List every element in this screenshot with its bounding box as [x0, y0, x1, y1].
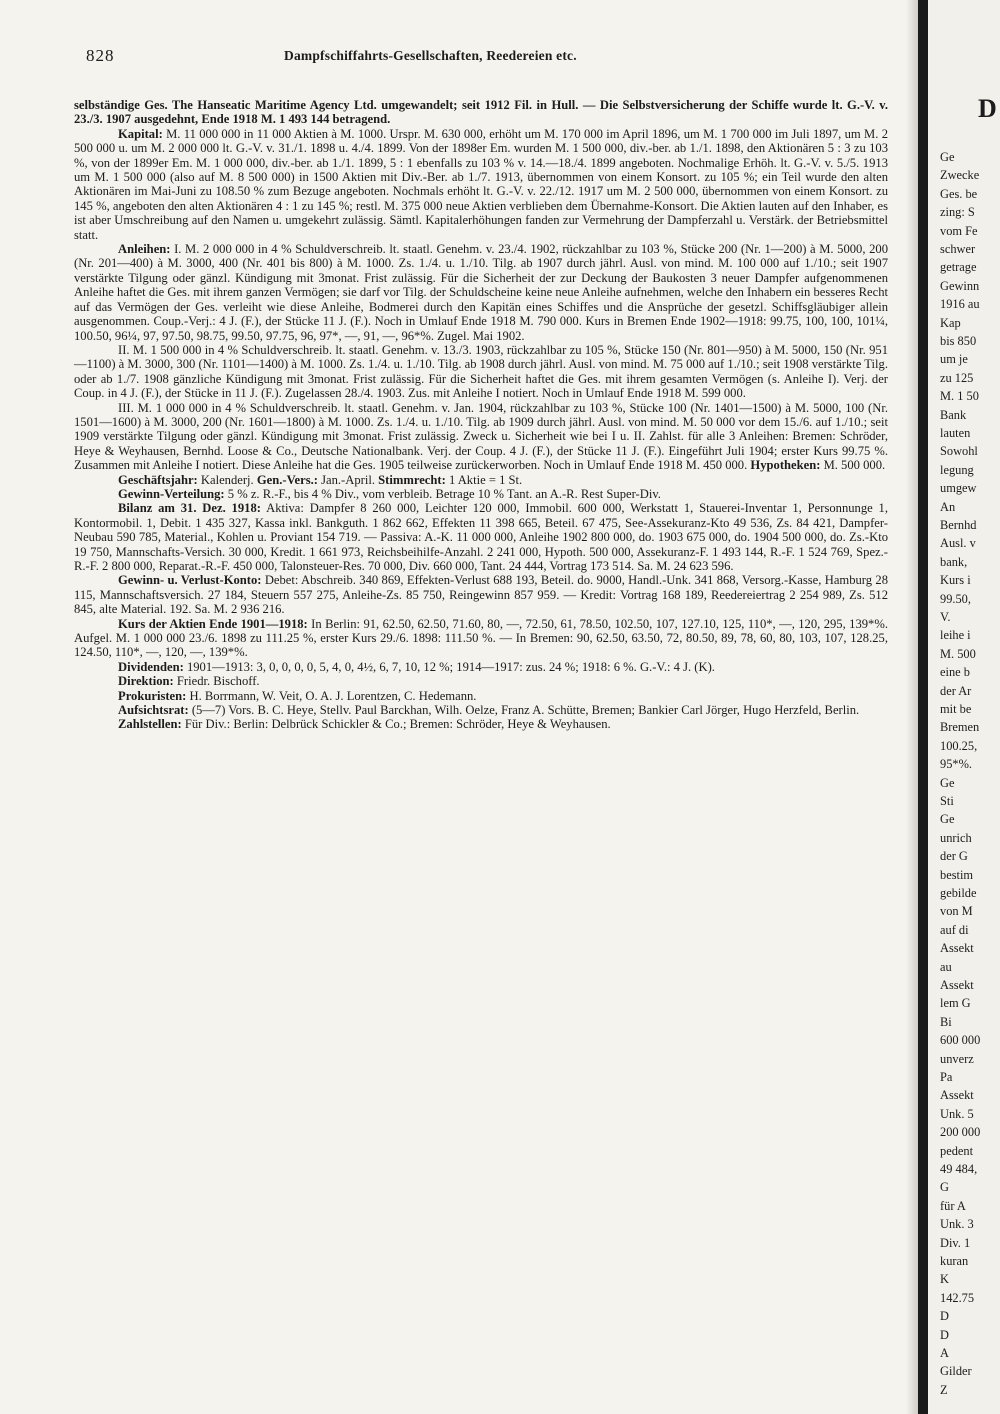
adjacent-page-line: Bank: [940, 407, 967, 422]
adjacent-page-line: für A: [940, 1198, 966, 1213]
adjacent-page-line: bank,: [940, 554, 968, 569]
gewinn-verteilung-paragraph: [74, 487, 888, 501]
kapital-text: M. 11 000 000 in 11 000 Aktien à M. 1000. Urspr. M. 630 000, erhöht um M. 170 000 im April 1896, um M. 1 700 000 im Juli 1897, um M. 2 500 000 u. um M. 2 000 000 lt. G.-V. v. 31./1. 1898 u. 4./4. 1899. Von der 1898er Em. wurden M. 1 500 000, div.-ber. ab 1./1. 1898, den Aktionären 5 : 3 zu 103 %, von der 1899er Em. M. 1 000 000, div.-ber. ab 1./1. 1899, 5 : 1 ebenfalls zu 103 % v. 14.—18./4. 1899 angeboten. Nochmalige Erhöh. lt. G.-V. v. 5./5. 1913 um M. 1 500 000 (also auf M. 8 500 000) in 1500 Aktien mit Div.-Ber. ab 1./7. 1913, übernommen von einem Konsort. zu 105 %; ein Teil wurde den alten Aktionären im Mai-Juni zu 108.50 % zum Bezuge angeboten. Nochmals erhöht lt. G.-V. v. 22./12. 1917 um M. 2 500 000, übernommen von einem Konsort. zu 145 %, angeboten den alten Aktionären 4 : 1 zu 145 %; restl. M. 375 000 neue Aktien verblieben dem Übernahme-Konsort. Die Aktien lauten auf den Inhaber, es ist aber Umschreibung auf den Namen u. umgekehrt zulässig. Sämtl. Kapitalerhöhungen fanden zur Vermehrung der Dampferzahl u. Verstärk. der Betriebsmittel statt.: [74, 126, 888, 242]
adjacent-page-line: Ausl. v: [940, 536, 976, 551]
geschaeftsjahr-text: Kalenderj.: [200, 472, 254, 487]
dividenden-paragraph: [74, 660, 888, 674]
adjacent-page-line: Ge: [940, 812, 955, 827]
genvers-text: Jan.-April.: [321, 472, 375, 487]
adjacent-page-line: Bi: [940, 1014, 952, 1029]
gewinn-verteilung-text: 5 % z. R.-F., bis 4 % Div., vom verbleib. Betrage 10 % Tant. an A.-R. Rest Super-Div.: [227, 486, 661, 501]
adjacent-page-big-letter: D: [978, 94, 997, 123]
intro-paragraph: [74, 98, 888, 127]
adjacent-page-line: 142.75: [940, 1290, 975, 1305]
adjacent-page-line: Gewinn: [940, 278, 980, 293]
running-head-title: Dampfschiffahrts-Gesellschaften, Reedereien etc.: [284, 48, 577, 63]
adjacent-page-line: Ges. be: [940, 186, 978, 201]
direktion-paragraph: [74, 674, 888, 688]
adjacent-page-line: 600 000: [940, 1033, 981, 1048]
adjacent-page-line: auf di: [940, 922, 969, 937]
prokuristen-text: H. Borrmann, W. Veit, O. A. J. Lorentzen, C. Hedemann.: [189, 688, 477, 703]
page-number: 828: [86, 46, 115, 65]
adjacent-page-line: bestim: [940, 867, 974, 882]
adjacent-page-line: kuran: [940, 1254, 969, 1268]
adjacent-page-line: der Ar: [940, 683, 972, 698]
adjacent-page-line: zu 125: [940, 370, 974, 385]
adjacent-page-line: Bernhd: [940, 518, 977, 532]
kurs-text: In Berlin: 91, 62.50, 62.50, 71.60, 80, —, 72.50, 61, 78.50, 102.50, 107, 127.10, 125, 110*, —, 120, 295, 139*%. Aufgel. M. 1 000 000 23./6. 1898 zu 111.25 %, erster Kurs 29./6. 1898: 111.50 %. — In Bremen: 90, 62.50, 63.50, 72, 80.50, 89, 78, 60, 80, 103, 107, 128.25, 124.50, 110*, —, 120, —, 139*%.: [74, 616, 888, 660]
aufsichtsrat-paragraph: [74, 703, 888, 717]
book-gutter: [918, 0, 928, 1414]
intro-text: selbständige Ges. The Hanseatic Maritime Agency Ltd. umgewandelt; seit 1912 Fil. in Hull. — Die Selbstversicherung der Schiffe wurde lt. G.-V. v. 23./3. 1907 ausgedehnt, Ende 1918 M. 1 493 144 betragend.: [74, 98, 888, 127]
adjacent-page-line: Div. 1: [940, 1235, 971, 1250]
page-edge-shadow: [906, 0, 918, 1414]
adjacent-page-strip: [930, 0, 1000, 1414]
prokuristen-paragraph: [74, 689, 888, 703]
adjacent-page-line: lem G: [940, 996, 971, 1011]
kurs-paragraph: [74, 617, 888, 660]
adjacent-page-line: leihe i: [940, 628, 971, 643]
direktion-label: Direktion:: [118, 674, 174, 689]
adjacent-page-line: Assekt: [940, 1088, 974, 1103]
kapital-paragraph: [74, 127, 888, 242]
adjacent-page-line: Gilder: [940, 1364, 972, 1379]
stimmrecht-label: Stimmrecht:: [378, 472, 446, 487]
adjacent-page-line: der G: [940, 849, 968, 864]
adjacent-page-line: legung: [940, 462, 974, 477]
bilanz-paragraph: [74, 501, 888, 573]
gewinn-verteilung-label: Gewinn-Verteilung:: [118, 486, 225, 501]
adjacent-page-line: Zwecke: [940, 168, 980, 183]
kapital-label: Kapital:: [118, 126, 163, 141]
adjacent-page-line: mit be: [940, 702, 972, 716]
dividenden-label: Dividenden:: [118, 659, 184, 674]
adjacent-page-line: unverz: [940, 1051, 974, 1066]
adjacent-page-line: Assekt: [940, 941, 974, 956]
adjacent-page-line: Ge: [940, 775, 955, 790]
adjacent-page-line: pedent: [940, 1143, 974, 1158]
anleihe-3-paragraph: [74, 401, 888, 473]
anleihe-2-text: II. M. 1 500 000 in 4 % Schuldverschreib. lt. staatl. Genehm. v. 13./3. 1903, rückzahlbar zu 105 %, Stücke 150 (Nr. 801—950) à M. 5000, 150 (Nr. 951—1100) à M. 3000, 300 (Nr. 1101—1400) à M. 1000. Zs. 1./4. u. 1./10. Tilg. ab 1908 durch jährl. Ausl. von mind. M. 75 000 auf 1./10.; seit 1908 verstärkte Tilg. oder ab 1./7. 1908 gänzliche Kündigung mit 3monat. Frist zulässig. Für die Sicherheit haftet die Ges. mit ihrem gesamten Vermögen (s. Anleihe I). Verj. der Coup. in 4 J. (F.), der Stücke in 11 J. (F.). Zugelassen 28./4. 1903. Zus. mit Anleihe I notiert. Noch in Umlauf Ende 1918 M. 599 000.: [74, 342, 888, 401]
adjacent-page-line: K: [940, 1272, 949, 1287]
adjacent-page-line: 99.50,: [940, 591, 971, 606]
anleihen-label: Anleihen:: [118, 242, 171, 257]
adjacent-page-line: Sowohl: [940, 444, 978, 459]
adjacent-page-line: lauten: [940, 426, 971, 440]
adjacent-page-line: getrage: [940, 260, 977, 275]
bilanz-text: Aktiva: Dampfer 8 260 000, Leichter 120 000, Immobil. 600 000, Werkstatt 1, Stauerei-Inventar 1, Personnunge 1, Kontormobil. 1, Debit. 1 435 327, Kassa inkl. Bankguth. 1 862 662, Effekten 11 398 665, Beteil. 67 475, See-Assekuranz-Kto 49 536, Zs. 84 421, Dampfer-Neubau 590 785, Material., Kohlen u. Proviant 154 719. — Passiva: A.-K. 11 000 000, Anleihe 1902 800 000, do. 1903 675 000, do. 1904 500 000, do. Zs.-Kto 19 750, Mannschafts-Versich. 30 000, Kredit. 1 661 973, Reichsbeihilfe-Anzahl. 2 241 000, Hypoth. 500 000, Assekuranz-F. 1 493 144, R.-F. 1 524 769, Spez.-R.-F. 2 800 000, Reparat.-R.-F. 450 000, Talonsteuer-Res. 70 000, Div. 660 000, Tant. 24 444, Vortrag 173 514. Sa. M. 24 623 596.: [74, 501, 888, 573]
adjacent-page-line: V.: [940, 610, 951, 624]
adjacent-page-line: 95*%.: [940, 757, 973, 772]
adjacent-page-line: bis 850: [940, 334, 977, 348]
adjacent-page-line: schwer: [940, 242, 976, 256]
adjacent-page-line: 100.25,: [940, 738, 978, 753]
adjacent-page-line: A: [940, 1346, 949, 1360]
adjacent-page-line: Ge: [940, 150, 955, 164]
bilanz-label: Bilanz am 31. Dez. 1918:: [118, 501, 261, 516]
anleihe-1-text: I. M. 2 000 000 in 4 % Schuldverschreib. lt. staatl. Genehm. v. 23./4. 1902, rückzahlbar zu 103 %, Stücke 200 (Nr. 1—200) à M. 5000, 200 (Nr. 201—400) à M. 3000, 400 (Nr. 401 bis 800) à M. 1000. Zs. 1./4. u. 1./10. Tilg. ab 1907 durch jährl. Ausl. von mind. M. 100 000 auf 1./10.; seit 1907 verstärkte Tilgung oder gänzl. Kündigung mit 3monat. Frist zulässig. Für die Sicherheit der zur Deckung der Baukosten 3 neuer Dampfer aufgenommenen Anleihe haftet die Ges. mit ihrem ganzen Vermögen; sie darf vor Tilg. der Schuldscheine keine neue Anleihe aufnehmen, welche den Inhabern ein besseres Recht auf das Vermögen der Ges. verleiht wie diese Anleihe, Bodmerei durch den Kapitän eines Schiffes und die Ansprüche der gesetzl. Schiffsgläubiger allein ausgenommen. Coup.-Verj.: 4 J. (F.), der Stücke 11 J. (F.). Noch in Umlauf Ende 1918 M. 790 000. Kurs in Bremen Ende 1902—1918: 99.75, 100, 100, 101¼, 100.50, 96¼, 97, 97.50, 98.75, 99.50, 97.75, 96, 97*, —, 91, —, 96*%. Zugel. Mai 1902.: [74, 242, 888, 343]
anleihe-1-paragraph: [74, 242, 888, 343]
anleihe-2-paragraph: [74, 343, 888, 401]
adjacent-page-line: 49 484,: [940, 1162, 978, 1176]
dividenden-text: 1901—1913: 3, 0, 0, 0, 0, 5, 4, 0, 4½, 6, 7, 10, 12 %; 1914—1917: zus. 24 %; 1918: 6 %. G.-V.: 4 J. (K).: [186, 659, 715, 674]
adjacent-page-line: Kurs i: [940, 573, 971, 588]
genvers-label: Gen.-Vers.:: [256, 472, 318, 487]
adjacent-page-line: gebilde: [940, 886, 977, 900]
adjacent-page-line: um je: [940, 352, 968, 367]
adjacent-page-line: Assekt: [940, 978, 974, 992]
stimmrecht-text: 1 Aktie = 1 St.: [448, 472, 523, 487]
adjacent-page-line: M. 1 50: [940, 389, 979, 404]
adjacent-page-line: D: [940, 1327, 949, 1342]
adjacent-page-line: zing: S: [940, 205, 975, 220]
adjacent-page-line: An: [940, 499, 956, 514]
geschaeftsjahr-label: Geschäftsjahr:: [118, 472, 198, 487]
hypotheken-label: Hypotheken:: [750, 458, 821, 473]
guv-text: Debet: Abschreib. 340 869, Effekten-Verlust 688 193, Beteil. do. 9000, Handl.-Unk. 341 868, Versorg.-Kasse, Hamburg 28 115, Mannschaftsversich. 27 184, Steuern 557 275, Anleihe-Zs. 85 750, Reingewinn 857 959. — Kredit: Vortrag 168 189, Reedereiertrag 2 254 989, Zs. 512 845, alte Material. 192. Sa. M. 2 936 216.: [74, 573, 888, 617]
adjacent-page-line: D: [940, 1309, 949, 1324]
zahlstellen-label: Zahlstellen:: [118, 717, 182, 732]
adjacent-page-line: M. 500: [940, 646, 976, 661]
adjacent-page-line: Pa: [940, 1070, 953, 1084]
running-head: [74, 36, 888, 70]
adjacent-page-line: Bremen: [940, 720, 980, 735]
zahlstellen-paragraph: [74, 717, 888, 731]
adjacent-page-line: Unk. 3: [940, 1217, 974, 1232]
adjacent-page-line: Z: [940, 1382, 948, 1397]
adjacent-page-line: 200 000: [940, 1125, 981, 1140]
page-main-column: [74, 36, 888, 1406]
adjacent-page-line: eine b: [940, 665, 970, 680]
adjacent-page-line: Sti: [940, 794, 954, 808]
adjacent-page-line: unrich: [940, 830, 972, 845]
adjacent-page-line: G: [940, 1180, 949, 1195]
company-entry: [74, 98, 888, 732]
guv-label: Gewinn- u. Verlust-Konto:: [118, 573, 262, 588]
anleihe-3-text: III. M. 1 000 000 in 4 % Schuldverschreib. lt. staatl. Genehm. v. Jan. 1904, rückzahlbar zu 103 %, Stücke 100 (Nr. 1401—1500) à M. 5000, 100 (Nr. 1501—1600) à M. 3000, 200 (Nr. 1601—1800) à M. 1000. Zs. 1./4. u. 1./10. Tilg. ab 1909 durch jährl. Ausl. von mind. M. 50 000 vor dem 15./6. auf 1./10.; seit 1909 verstärkte Tilgung oder gänzl. Kündigung mit 3monat. Frist zulässig. Zweck u. Sicherheit wie bei I u. II. Zahlst. für alle 3 Anleihen: Bremen: Schröder, Heye & Weyhausen, Bernhd. Loose & Co., Deutsche Nationalbank. Verj. der Coup. 4 J. (F.), der Stücke 11 J. (F.). Eingeführt Juli 1904; erster Kurs 99.75 %. Zusammen mit Anleihe I notiert. Diese Anleihe hat die Ges. 1905 teilweise zurückerworben. Noch in Umlauf Ende 1918 M. 450 000.: [74, 400, 888, 473]
zahlstellen-text: Für Div.: Berlin: Delbrück Schickler & Co.; Bremen: Schröder, Heye & Weyhausen.: [184, 717, 611, 732]
adjacent-page-line: Unk. 5: [940, 1106, 974, 1121]
adjacent-page-line: Kap: [940, 315, 961, 330]
direktion-text: Friedr. Bischoff.: [176, 674, 260, 689]
geschaeftsjahr-paragraph: [74, 473, 888, 487]
adjacent-page-line: au: [940, 959, 952, 974]
adjacent-page-line: 1916 au: [940, 297, 980, 312]
prokuristen-label: Prokuristen:: [118, 688, 187, 703]
adjacent-page-line: umgew: [940, 481, 977, 496]
aufsichtsrat-label: Aufsichtsrat:: [118, 703, 189, 718]
hypotheken-text: M. 500 000.: [823, 458, 886, 473]
kurs-label: Kurs der Aktien Ende 1901—1918:: [118, 616, 308, 631]
adjacent-page-line: von M: [940, 904, 973, 919]
adjacent-page-line: vom Fe: [940, 223, 978, 238]
guv-paragraph: [74, 573, 888, 616]
aufsichtsrat-text: (5—7) Vors. B. C. Heye, Stellv. Paul Barckhan, Wilh. Oelze, Franz A. Schütte, Bremen; Bankier Carl Jörger, Hugo Herzfeld, Berlin.: [191, 703, 860, 718]
